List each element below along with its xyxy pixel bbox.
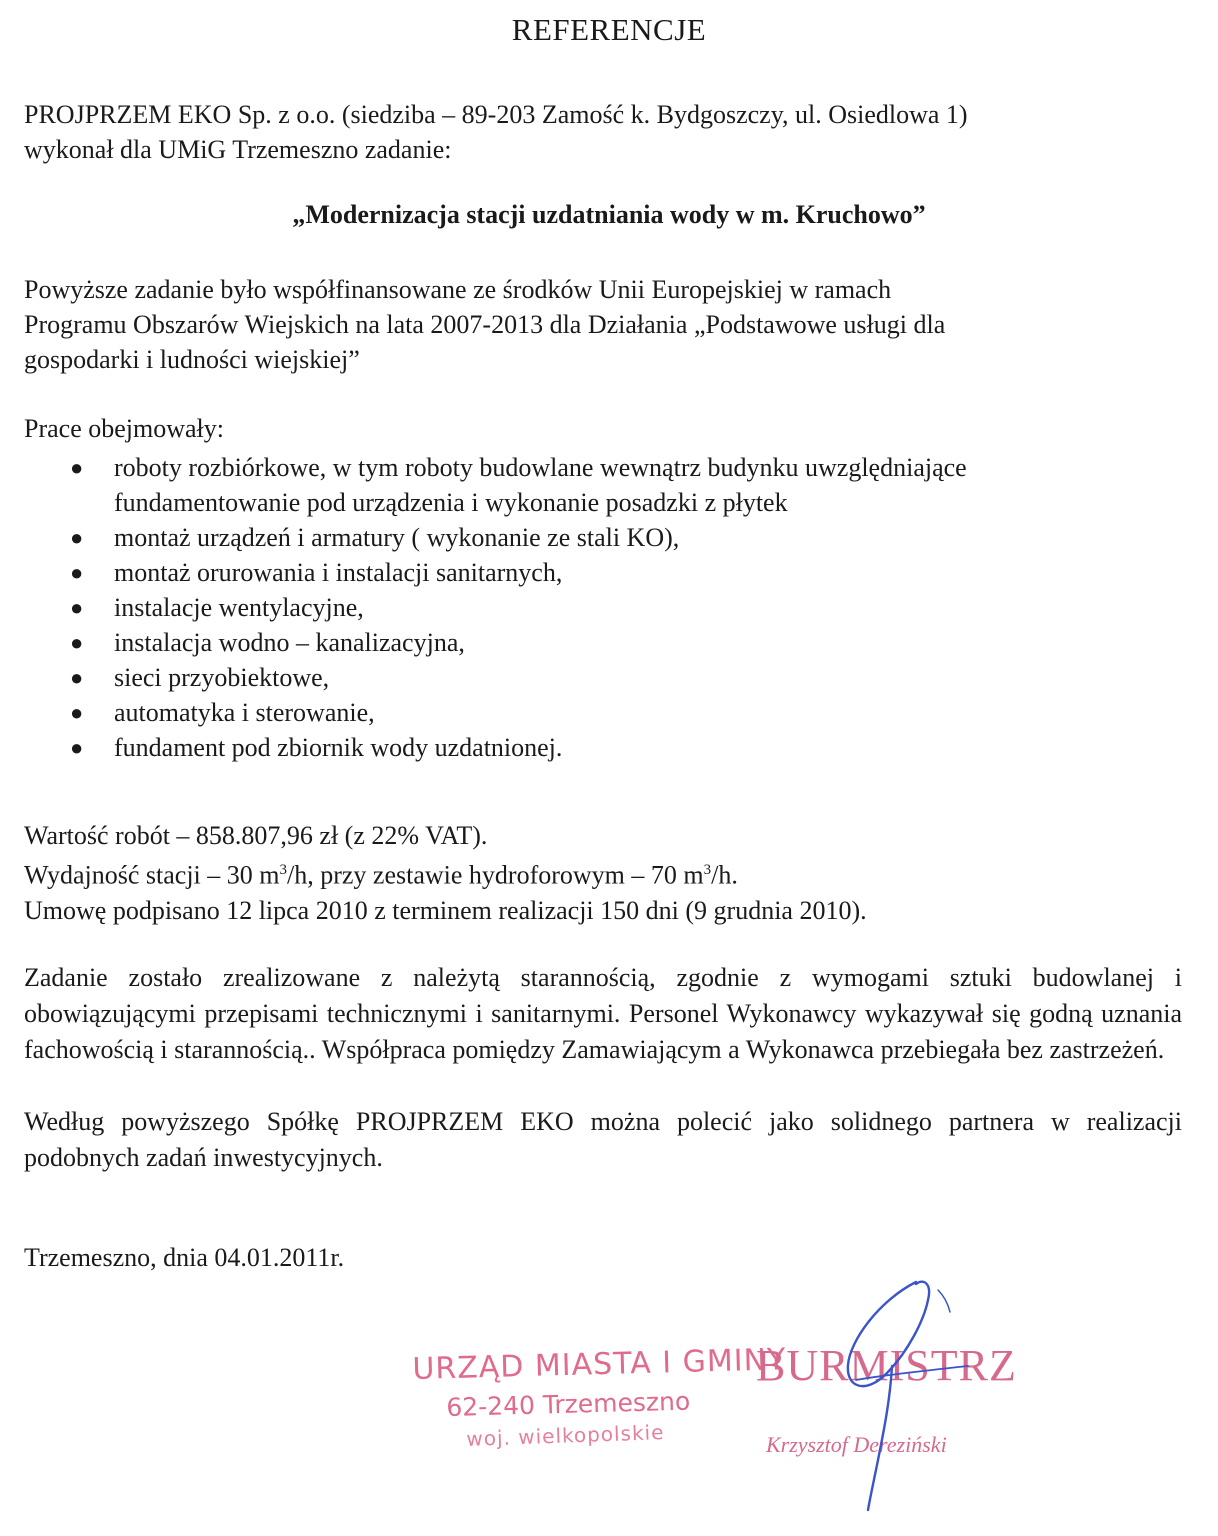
works-list xyxy=(64,450,1174,765)
list-item-text: instalacje wentylacyjne, xyxy=(114,593,364,622)
list-item xyxy=(64,555,1174,590)
funding-line-2: Programu Obszarów Wiejskich na lata 2007-2013 dla Działania „Podstawowe usługi dla xyxy=(24,310,946,339)
bullet-icon: ● xyxy=(70,525,84,550)
list-item xyxy=(64,695,1174,730)
capacity-text-3: /h. xyxy=(711,860,738,890)
list-item xyxy=(64,660,1174,695)
list-item-text: instalacja wodno – kanalizacyjna, xyxy=(114,628,465,657)
capacity-superscript-2: 3 xyxy=(703,862,712,878)
mayor-stamp-name: Krzysztof Dereziński xyxy=(766,1432,947,1457)
office-stamp-line-1: URZĄD MIASTA I GMINY xyxy=(412,1342,787,1387)
office-stamp-line-3: woj. wielkopolskie xyxy=(466,1420,665,1451)
value-line: Wartość robót – 858.807,96 zł (z 22% VAT). xyxy=(24,821,488,850)
intro-line-2: wykonał dla UMiG Trzemeszno zadanie: xyxy=(24,135,452,164)
intro-line-1: PROJPRZEM EKO Sp. z o.o. (siedziba – 89-203 Zamość k. Bydgoszczy, ul. Osiedlowa 1) xyxy=(24,100,968,129)
bullet-icon: ● xyxy=(70,700,84,725)
list-item-text: sieci przyobiektowe, xyxy=(114,663,330,692)
list-item-text-continued: fundamentowanie pod urządzenia i wykonanie posadzki z płytek xyxy=(114,488,788,517)
place-date: Trzemeszno, dnia 04.01.2011r. xyxy=(24,1243,345,1272)
list-item-text: fundament pod zbiornik wody uzdatnionej. xyxy=(114,733,563,762)
bullet-icon: ● xyxy=(70,560,84,585)
list-item xyxy=(64,625,1174,660)
bullet-icon: ● xyxy=(70,595,84,620)
list-item-text: montaż urządzeń i armatury ( wykonanie ze stali KO), xyxy=(114,523,680,552)
mayor-stamp-title: BURMISTRZ xyxy=(756,1341,1017,1390)
office-stamp-line-2: 62-240 Trzemeszno xyxy=(446,1386,691,1422)
funding-line-1: Powyższe zadanie było współfinansowane ze środków Unii Europejskiej w ramach xyxy=(24,275,892,304)
list-item-text: automatyka i sterowanie, xyxy=(114,698,375,727)
details-paragraph xyxy=(24,818,1184,928)
bullet-icon: ● xyxy=(70,455,84,480)
bullet-icon: ● xyxy=(70,665,84,690)
document-title: REFERENCJE xyxy=(511,12,707,47)
list-item-text: roboty rozbiórkowe, w tym roboty budowlane wewnątrz budynku uwzględniające xyxy=(114,453,967,482)
list-item-text: montaż orurowania i instalacji sanitarnych, xyxy=(114,558,563,587)
funding-paragraph xyxy=(24,272,1184,377)
funding-line-3: gospodarki i ludności wiejskiej” xyxy=(24,345,360,374)
list-item xyxy=(64,590,1174,625)
intro-paragraph xyxy=(24,97,1184,167)
handwritten-signature xyxy=(820,1270,980,1515)
capacity-text-2: /h, przy zestawie hydroforowym – 70 m xyxy=(287,860,704,890)
capacity-text-1: Wydajność stacji – 30 m xyxy=(24,860,280,890)
bullet-icon: ● xyxy=(70,735,84,760)
bullet-icon: ● xyxy=(70,630,84,655)
task-title: „Modernizacja stacji uzdatniania wody w m. Kruchowo” xyxy=(292,200,926,229)
capacity-superscript-1: 3 xyxy=(279,862,287,878)
list-item xyxy=(64,730,1174,765)
list-item xyxy=(64,450,1174,520)
recommendation-paragraph: Według powyższego Spółkę PROJPRZEM EKO można polecić jako solidnego partnera w realizacji podobnych zadań inwestycyjnych. xyxy=(24,1107,1182,1172)
contract-line: Umowę podpisano 12 lipca 2010 z terminem realizacji 150 dni (9 grudnia 2010). xyxy=(24,895,867,925)
works-label: Prace obejmowały: xyxy=(24,414,224,443)
capacity-line xyxy=(24,853,1184,893)
list-item xyxy=(64,520,1174,555)
assessment-paragraph: Zadanie zostało zrealizowane z należytą starannością, zgodnie z wymogami sztuki budowlanej i obowiązującymi przepisami technicznymi i sanitarnymi. Personel Wykonawcy wykazywał się godną uznania fachowością i starannością.. Współpraca pomiędzy Zamawiającym a Wykonawca przebiegała bez zastrzeżeń. xyxy=(24,963,1182,1064)
